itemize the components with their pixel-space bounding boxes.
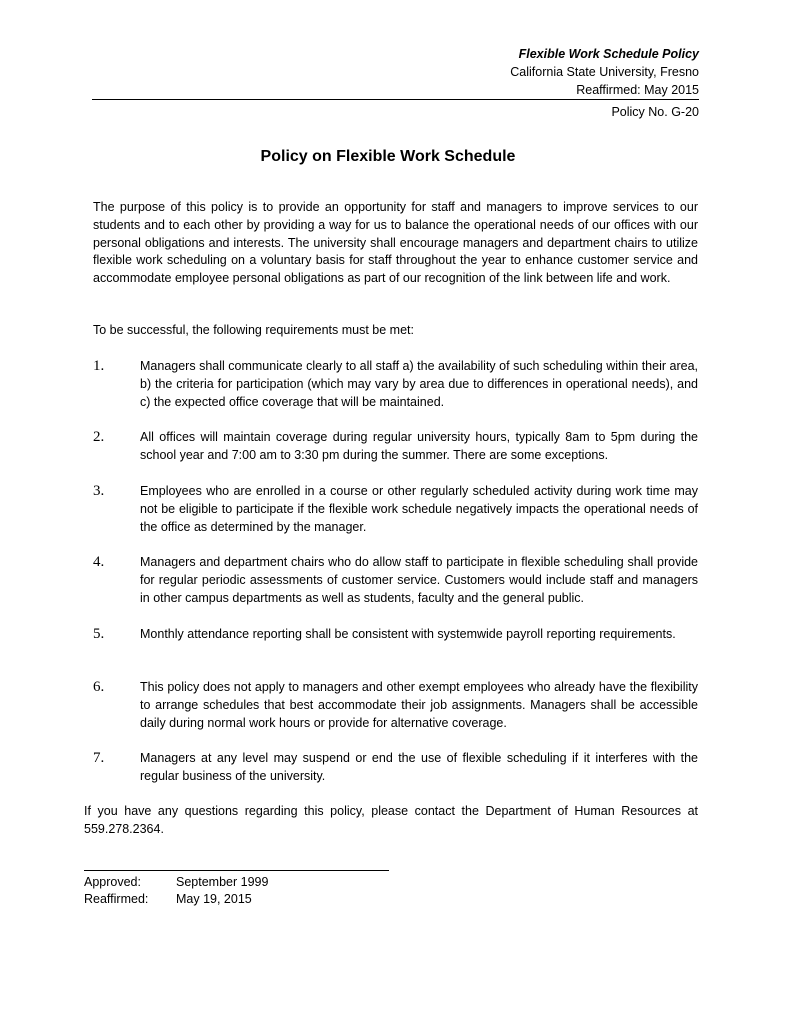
approved-date: September 1999 [176,875,269,889]
signature-line [84,870,389,871]
header-divider [92,99,699,100]
requirement-text: Managers and department chairs who do allow staff to participate in flexible scheduling shall provide for regular periodic assessments of customer service. Customers would include staff and managers in other campus departments as well as students, faculty and the general public. [140,555,698,605]
header-policy-number: Policy No. G-20 [611,105,699,119]
header-reaffirmed: Reaffirmed: May 2015 [576,83,699,97]
requirements-intro: To be successful, the following requirements must be met: [93,323,414,337]
reaffirmed-row [84,891,252,909]
requirement-text: Monthly attendance reporting shall be consistent with systemwide payroll reporting requirements. [140,627,676,641]
requirement-text: Managers shall communicate clearly to all staff a) the availability of such scheduling within their area, b) the criteria for participation (which may vary by area due to differences in operational needs), and c) the expected office coverage that will be maintained. [140,359,698,409]
requirement-text: This policy does not apply to managers and other exempt employees who already have the flexibility to arrange schedules that best accommodate their job assignments. Managers shall be accessible daily during normal work hours or provide for alternative coverage. [140,680,698,730]
requirement-number: 6. [93,679,105,695]
closing-paragraph: If you have any questions regarding this policy, please contact the Department of Human Resources at 559.278.2364. [84,804,698,836]
requirement-number: 1. [93,358,105,374]
header-policy-name: Flexible Work Schedule Policy [518,47,699,61]
approved-label: Approved: [84,875,141,889]
requirement-text: Managers at any level may suspend or end the use of flexible scheduling if it interferes with the regular business of the university. [140,751,698,783]
requirement-number: 2. [93,429,105,445]
intro-paragraph: The purpose of this policy is to provide an opportunity for staff and managers to improve services to our students and to each other by providing a way for us to balance the operational needs of our offices with our personal obligations and interests. The university shall encourage managers and department chairs to utilize flexible work scheduling on a voluntary basis for staff throughout the year to enhance customer service and accommodate employee personal obligations as part of our recognition of the link between life and work. [93,200,698,286]
header-university: California State University, Fresno [510,65,699,79]
requirement-number: 7. [93,750,105,766]
requirement-text: All offices will maintain coverage during regular university hours, typically 8am to 5pm during the school year and 7:00 am to 3:30 pm during the summer. There are some exceptions. [140,430,698,462]
requirement-number: 3. [93,483,105,499]
requirement-number: 5. [93,626,105,642]
requirement-text: Employees who are enrolled in a course or other regularly scheduled activity during work time may not be eligible to participate if the flexible work schedule negatively impacts the operational needs of the office as determined by the manager. [140,484,698,534]
page-title: Policy on Flexible Work Schedule [260,148,516,165]
reaffirmed-date: May 19, 2015 [176,892,252,906]
requirement-number: 4. [93,554,105,570]
approved-row [84,874,268,892]
reaffirmed-label: Reaffirmed: [84,892,149,906]
